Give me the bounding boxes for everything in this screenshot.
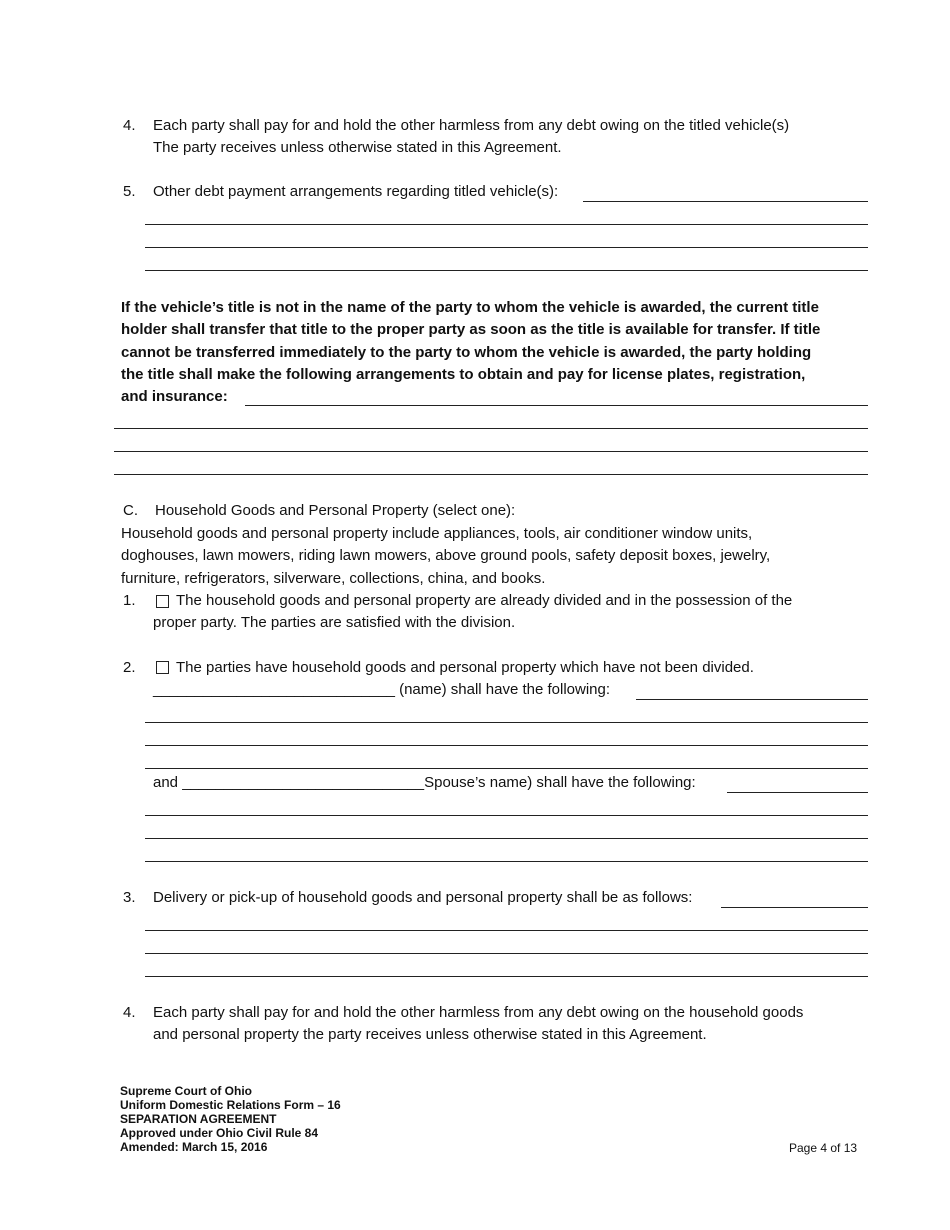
title-transfer-line1: If the vehicle’s title is not in the name of the party to whom the vehicle is awarded, the current title [121,299,819,316]
item4-goods-line2: and personal property the party receives unless otherwise stated in this Agreement. [153,1026,707,1043]
footer-title: SEPARATION AGREEMENT [120,1112,277,1126]
section-c-desc2: doghouses, lawn mowers, riding lawn mowers, above ground pools, safety deposit boxes, jewelry, [121,547,771,564]
title-transfer-line5: and insurance: [121,388,228,405]
section-c-letter: C. [123,502,138,519]
option2-name-line: _____________________________ (name) shall have the following: [153,681,611,698]
option2-number: 2. [123,659,136,676]
party-fill-line[interactable] [145,722,868,723]
party-fill-line[interactable] [636,699,868,700]
item4-goods-line1: Each party shall pay for and hold the other harmless from any debt owing on the household goods [153,1004,804,1021]
option1-line2: proper party. The parties are satisfied with the division. [153,614,516,631]
section-c-heading: Household Goods and Personal Property (select one): [155,502,516,519]
footer-approved: Approved under Ohio Civil Rule 84 [120,1126,319,1140]
item5-fill-line[interactable] [145,270,868,271]
option1-number: 1. [123,592,136,609]
footer-form: Uniform Domestic Relations Form – 16 [120,1098,341,1112]
item5-fill-line[interactable] [145,247,868,248]
delivery-fill-line[interactable] [145,976,868,977]
insurance-fill-line[interactable] [114,451,868,452]
party-fill-line[interactable] [145,768,868,769]
insurance-fill-line[interactable] [114,474,868,475]
footer-court: Supreme Court of Ohio [120,1084,252,1098]
option2-checkbox[interactable] [156,661,169,674]
delivery-fill-line[interactable] [145,953,868,954]
option2-line1: The parties have household goods and personal property which have not been divided. [176,659,754,676]
item5-number: 5. [123,183,136,200]
item4-vehicle-line1: Each party shall pay for and hold the other harmless from any debt owing on the titled vehicle(s) [153,117,790,134]
spouse-fill-line[interactable] [145,838,868,839]
page-number: Page 4 of 13 [789,1141,858,1155]
section-c-desc1: Household goods and personal property include appliances, tools, air conditioner window units, [121,525,753,542]
title-transfer-line3: cannot be transferred immediately to the party to whom the vehicle is awarded, the party holding [121,344,812,361]
title-transfer-line4: the title shall make the following arrangements to obtain and pay for license plates, registration, [121,366,806,383]
spouse-fill-line[interactable] [145,815,868,816]
option2-spouse-line: and _____________________________Spouse’s name) shall have the following: [153,774,696,791]
item4-vehicle-line2: The party receives unless otherwise stated in this Agreement. [153,139,562,156]
delivery-fill-line[interactable] [145,930,868,931]
item4-goods-number: 4. [123,1004,136,1021]
item4-vehicle-number: 4. [123,117,136,134]
insurance-fill-line[interactable] [245,405,868,406]
title-transfer-line2: holder shall transfer that title to the proper party as soon as the title is available for transfer. If title [121,321,821,338]
insurance-fill-line[interactable] [114,428,868,429]
item5-fill-line[interactable] [583,201,868,202]
item5-label: Other debt payment arrangements regarding titled vehicle(s): [153,183,559,200]
option1-line1: The household goods and personal property are already divided and in the possession of the [176,592,793,609]
footer-amended: Amended: March 15, 2016 [120,1140,268,1154]
option1-checkbox[interactable] [156,595,169,608]
delivery-fill-line[interactable] [721,907,868,908]
item3-label: Delivery or pick-up of household goods and personal property shall be as follows: [153,889,693,906]
item3-number: 3. [123,889,136,906]
party-fill-line[interactable] [145,745,868,746]
item5-fill-line[interactable] [145,224,868,225]
section-c-desc3: furniture, refrigerators, silverware, collections, china, and books. [121,570,546,587]
spouse-fill-line[interactable] [145,861,868,862]
spouse-fill-line[interactable] [727,792,868,793]
